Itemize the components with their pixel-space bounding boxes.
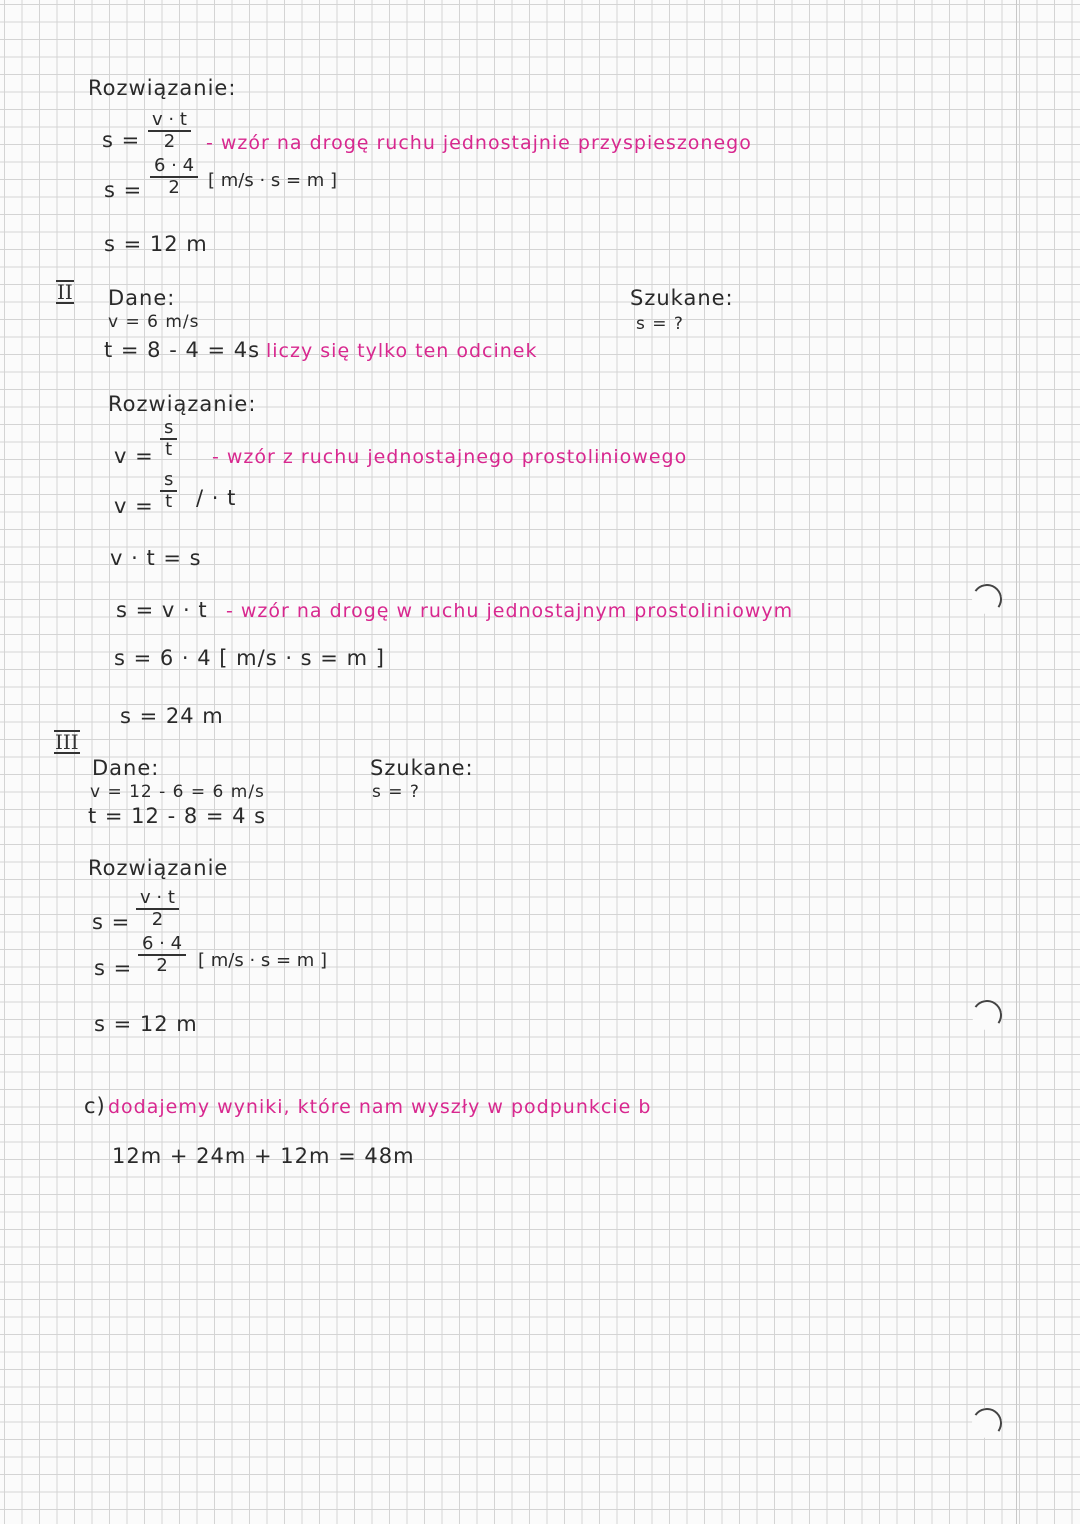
given-time: t = 12 - 8 = 4 s (88, 804, 267, 828)
given-velocity: v = 6 m/s (108, 312, 200, 332)
fraction-denominator: 2 (163, 130, 176, 152)
s-equals: s = (104, 178, 143, 202)
unit-bracket: [ m/s · s = m ] (208, 170, 338, 191)
result: s = 12 m (94, 1012, 198, 1036)
sought-value: s = ? (372, 782, 420, 802)
result: s = 24 m (120, 704, 224, 728)
section-number: III (55, 730, 79, 754)
unit-bracket: [ m/s · s = m ] (198, 950, 328, 971)
punch-hole (970, 998, 1005, 1033)
formula-note: - wzór na drogę ruchu jednostajnie przyspieszonego (206, 132, 752, 154)
fraction-numerator: v · t (136, 888, 179, 910)
section-number: II (57, 280, 73, 304)
solution-heading: Rozwiązanie: (88, 76, 237, 100)
punch-hole (970, 582, 1005, 617)
time-note: liczy się tylko ten odcinek (266, 340, 538, 362)
equation: s = v · t (116, 598, 208, 622)
v-equals: v = (114, 444, 154, 468)
given-time: t = 8 - 4 = 4s (104, 338, 261, 362)
fraction-denominator: 2 (156, 954, 168, 976)
fraction (148, 110, 191, 152)
given-heading: Dane: (92, 756, 160, 780)
multiply-note: / · t (196, 486, 237, 510)
sought-value: s = ? (636, 314, 684, 334)
sought-heading: Szukane: (630, 286, 734, 310)
solution-heading: Rozwiązanie: (108, 392, 257, 416)
page-margin-line (1016, 0, 1017, 1524)
fraction (160, 470, 177, 512)
fraction-numerator: s (160, 470, 177, 492)
fraction-numerator: 6 · 4 (150, 156, 198, 178)
fraction-numerator: 6 · 4 (138, 934, 186, 956)
part-label: c) (84, 1094, 106, 1118)
sought-heading: Szukane: (370, 756, 474, 780)
fraction-denominator: t (165, 490, 173, 512)
s-equals: s = (92, 910, 131, 934)
fraction-numerator: v · t (148, 110, 191, 132)
v-equals: v = (114, 494, 154, 518)
given-velocity: v = 12 - 6 = 6 m/s (90, 782, 265, 802)
fraction-denominator: 2 (151, 908, 164, 930)
part-c-description: dodajemy wyniki, które nam wyszły w podpunkcie b (108, 1096, 652, 1118)
formula-note: - wzór z ruchu jednostajnego prostoliniowego (212, 446, 688, 468)
punch-hole (970, 1406, 1005, 1441)
fraction-denominator: 2 (168, 176, 180, 198)
equation: v · t = s (110, 546, 202, 570)
s-equals: s = (94, 956, 133, 980)
given-heading: Dane: (108, 286, 176, 310)
fraction (136, 888, 179, 930)
s-equals: s = (102, 128, 141, 152)
fraction (150, 156, 198, 198)
solution-heading: Rozwiązanie (88, 856, 229, 880)
fraction (138, 934, 186, 976)
sum-result: 12m + 24m + 12m = 48m (112, 1144, 415, 1168)
fraction-denominator: t (165, 438, 173, 460)
fraction (160, 418, 177, 460)
fraction-numerator: s (160, 418, 177, 440)
result: s = 12 m (104, 232, 208, 256)
calculation: s = 6 · 4 [ m/s · s = m ] (114, 646, 385, 670)
formula-note: - wzór na drogę w ruchu jednostajnym prostoliniowym (226, 600, 794, 622)
